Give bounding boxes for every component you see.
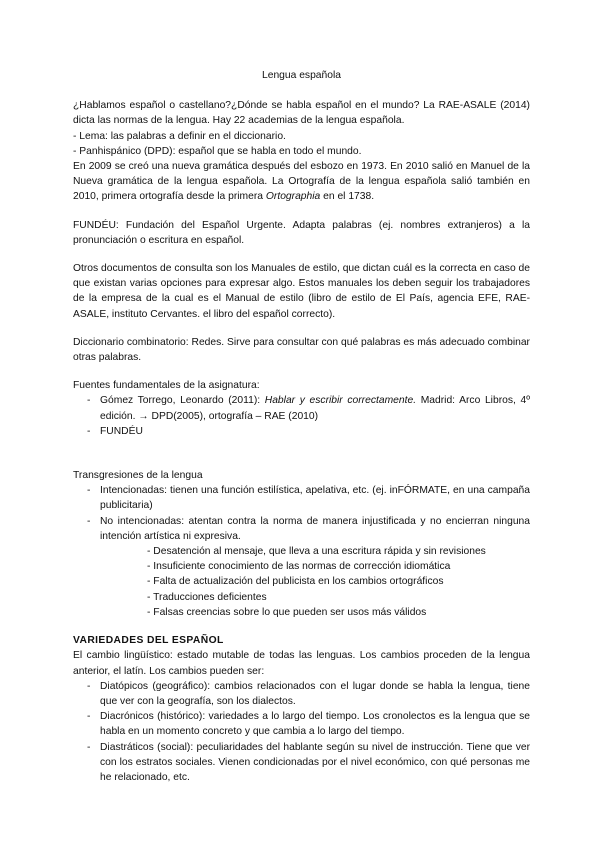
list-item: - FUNDÉU (73, 424, 530, 439)
list-item: - Falta de actualización del publicista en los cambios ortográficos (147, 576, 444, 588)
history-paragraph (73, 159, 530, 205)
history-text-end: en el 1738. (320, 191, 375, 203)
list-item: - Diatópicos (geográfico): cambios relacionados con el lugar donde se habla la lengua, tiene que ver con la geografía, son los dialectos. (73, 679, 530, 709)
document-body (73, 68, 530, 785)
causas-list (73, 544, 530, 620)
list-item: - Traducciones deficientes (147, 591, 267, 603)
list-item: - Intencionadas: tienen una función estilística, apelativa, etc. (ej. inFÓRMATE, en una campaña publicitaria) (73, 483, 530, 513)
list-item: - Falsas creencias sobre lo que pueden ser usos más válidos (147, 606, 427, 618)
fuentes-heading: Fuentes fundamentales de la asignatura: (73, 380, 260, 392)
book-title: Hablar y escribir correctamente. (264, 395, 417, 407)
list-item: - Diacrónicos (histórico): variedades a lo largo del tiempo. Los cronolectos es la lengua que se habla en un momento concreto y que cambia a lo largo del tiempo. (73, 709, 530, 739)
list-item: - Desatención al mensaje, que lleva a una escritura rápida y sin revisiones (147, 546, 486, 558)
list-item: - Diastráticos (social): peculiaridades del hablante según su nivel de instrucción. Tiene que ver con los estratos sociales. Vienen condicionadas por el nivel económico, con qué personas me he relacionado, etc. (73, 740, 530, 786)
history-text: En 2009 se creó una nueva gramática después del esbozo en 1973. En 2010 salió en Manuel de la Nueva gramática de la lengua española. La Ortografía de la lengua española salió también en 2010, primera ortografía desde la primera (73, 161, 530, 203)
fundeu-paragraph: FUNDÉU: Fundación del Español Urgente. Adapta palabras (ej. nombres extranjeros) a la pronunciación o escritura en español. (73, 219, 530, 246)
list-item: - Gómez Torrego, Leonardo (2011): Hablar y escribir correctamente. Madrid: Arco Libros, 4º edición. → DPD(2005), ortografía – RAE (2010) (73, 393, 530, 423)
variedades-list (73, 679, 530, 785)
intro-paragraph: ¿Hablamos español o castellano?¿Dónde se habla español en el mundo? La RAE-ASALE (2014) dicta las normas de la lengua. Hay 22 academias de la lengua española. (73, 100, 530, 127)
manuales-paragraph: Otros documentos de consulta son los Manuales de estilo, que dictan cuál es la correcta en caso de que existan varias opciones para expresar algo. Estos manuales los deben seguir los trabajadores de la empresa de la cual es el Manual de estilo (libro de estilo de El País, agencia EFE, RAE-ASALE, instituto Cervantes. el libro del español correcto). (73, 263, 530, 320)
lema-definition: - Lema: las palabras a definir en el diccionario. (73, 130, 286, 142)
variedades-intro: El cambio lingüístico: estado mutable de todas las lenguas. Los cambios proceden de la lengua anterior, el latín. Los cambios pueden ser: (73, 650, 530, 677)
ortographia-title: Ortographia (265, 191, 321, 203)
list-item: - Insuficiente conocimiento de las normas de corrección idiomática (147, 561, 451, 573)
variedades-heading: VARIEDADES DEL ESPAÑOL (73, 635, 224, 647)
fuentes-list (73, 393, 530, 439)
transgresiones-list (73, 483, 530, 544)
transgresiones-heading: Transgresiones de la lengua (73, 470, 203, 482)
list-item: - No intencionadas: atentan contra la norma de manera injustificada y no encierran ninguna intención artística ni expresiva. (73, 514, 530, 544)
dpd-definition: - Panhispánico (DPD): español que se habla en todo el mundo. (73, 145, 362, 157)
page-title: Lengua española (261, 70, 342, 81)
diccionario-paragraph: Diccionario combinatorio: Redes. Sirve para consultar con qué palabras es más adecuado combinar otras palabras. (73, 336, 530, 364)
